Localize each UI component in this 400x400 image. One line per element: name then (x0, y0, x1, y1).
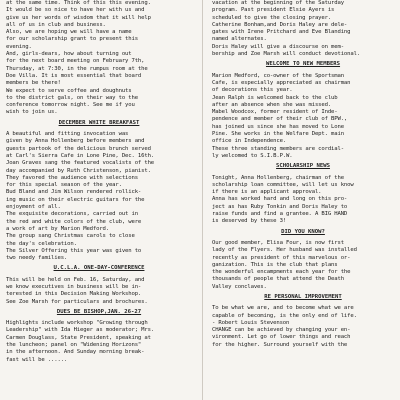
text-line: And, girls-dears, how about turning out (6, 51, 132, 58)
text-line: Marion Medford, co-owner of the Sportsman (212, 72, 344, 79)
section-heading-personal-improvement: RE PERSONAL IMPROVEMENT (264, 293, 342, 300)
text-line: for this special season of the year. (6, 182, 122, 189)
text-line: capable of becoming, is the only end of life. (212, 312, 357, 319)
text-line: is deserved by these 3! (212, 218, 287, 225)
text-line: Leadership" with Ida Hieger as moderator; Mrs. (6, 327, 155, 334)
text-line: program. Past president Elsie Ayers is (212, 7, 335, 14)
text-line: in the afternoon. And Sunday morning break- (6, 349, 145, 356)
text-line: bership and Zoe Marsh will conduct devotional. (212, 51, 361, 58)
text-line: It would be so nice to have her with us and (6, 7, 145, 14)
text-line: raise funds and find a grantee. A BIG HAND (212, 211, 348, 218)
text-line: Tonight, Anna Hollenberg, chairman of the (212, 174, 344, 181)
text-line: we know executives in business will be in- (6, 283, 142, 290)
text-line: conference tomorrow night. See me if you (6, 102, 135, 109)
section-heading-did-you-know: DID YOU KNOW? (281, 228, 325, 235)
text-line: guests partook of the delicious brunch served (6, 145, 151, 152)
text-line: Doe Villa. It is most essential that board (6, 72, 142, 79)
white-breakfast-article (6, 131, 192, 262)
text-line: if there is an applicant approval. (212, 189, 322, 196)
text-line: evening. (6, 43, 32, 50)
text-line: Cafe, is especially appreciated as chairman (212, 79, 351, 86)
intro-paragraph (6, 0, 192, 117)
text-line: Bud Bland and Jim Wilson rendered rollick- (6, 189, 142, 196)
text-line: The group sang Christmas carols to close (6, 233, 135, 240)
text-line: of decorations this year. (212, 87, 293, 94)
text-line: day accompanied by Ruth Christenson, pianist. (6, 167, 151, 174)
text-line: pendence and member of their club of BPW., (212, 116, 348, 123)
text-line: for the next board meeting on February 7th, (6, 58, 145, 65)
text-line: wish to join us. (6, 109, 58, 116)
left-column (6, 0, 192, 364)
section-heading-scholarship: SCHOLARSHIP NEWS (276, 163, 330, 170)
new-members-article (212, 73, 394, 161)
text-line: the red and white colors of the club, were (6, 218, 142, 225)
text-line: Thursday, at 7:30, in the rumpus room at the (6, 65, 148, 72)
text-line: ly welcomed to S.I.B.P.W. (212, 152, 293, 159)
text-line: Joan Graves sang the featured vocalists of the (6, 160, 155, 167)
text-line: See Zoe Marsh for particulars and brochures. (6, 298, 148, 305)
text-line: - Robert Louis Stevenson (212, 319, 290, 326)
text-line: scheduled to give the closing prayer. (212, 14, 332, 21)
column-divider (202, 0, 203, 400)
text-line: to the district gals, on their way to the (6, 94, 138, 101)
text-line: named alternates. (212, 36, 267, 43)
text-line: Jean Ralph is welcomed back to the club (212, 94, 338, 101)
text-line: CHANGE can be achieved by changing your en- (212, 327, 351, 334)
did-you-know-article (212, 240, 394, 291)
text-line: vironment. Let go of lower things and reach (212, 334, 351, 341)
section-heading-white-breakfast: DECEMBER WHITE BREAKFAST (58, 119, 140, 126)
text-line: office in Independence. (212, 138, 287, 145)
ucla-conference-article (6, 277, 192, 306)
text-line: vacation at the beginning of the Saturday (212, 0, 344, 6)
text-line: all of us in club and business. (6, 21, 106, 28)
text-line: Carmen Douglass, State President, speaking at (6, 334, 151, 341)
text-line: ject as has Ruby Tonkin and Doris Haley to (212, 203, 348, 210)
text-line: terested in this Decision Making Workshop. (6, 291, 142, 298)
text-line: for our scholarship grant to present this (6, 36, 138, 43)
personal-improvement-article (212, 305, 394, 349)
section-heading-ucla-conference: U.C.L.A. ONE-DAY-CONFERENCE (53, 265, 145, 272)
text-line: Catherine Bonham,and Doris Haley are dele- (212, 21, 348, 28)
text-line: enjoyment of all. (6, 204, 61, 211)
text-line: Valley conclaves. (212, 283, 267, 290)
text-line: given by Anna Hollenberg before members and (6, 138, 145, 145)
text-line: We expect to serve coffee and doughnuts (6, 87, 132, 94)
text-line: These three standing members are cordial- (212, 145, 344, 152)
text-line: recently as president of this marvelous or- (212, 254, 351, 261)
right-column (212, 0, 394, 349)
text-line: The exquisite decorations, carried out in (6, 211, 138, 218)
text-line: ing music on their electric guitars for the (6, 196, 145, 203)
text-line: a work of art by Marion Medford. (6, 225, 109, 232)
text-line: This will be held on Feb. 16, Saturday, and (6, 276, 145, 283)
text-line: give us her words of wisdom that it will help (6, 14, 151, 21)
section-heading-bishop: DUES BE BISHOP,JAN. 26-27 (56, 308, 142, 315)
text-line: the luncheon; panel on "Widening Horizons" (6, 342, 142, 349)
text-line: Also, we are hoping we will have a name (6, 29, 132, 36)
text-line: fast will be ...... (6, 356, 68, 363)
text-line: Pine. She works in the Welfare Dept. main (212, 131, 344, 138)
text-line: Our good member, Elisa Four, is now first (212, 239, 344, 246)
text-line: after an absence when she was missed. (212, 101, 332, 108)
text-line: lady of the Flyers. Her husband was installed (212, 247, 357, 254)
text-line: thousands of people that attend the Death (212, 276, 344, 283)
text-line: ganization. This is the club that plans (212, 261, 338, 268)
text-line: has joined us since she has moved to Lone (212, 123, 344, 130)
text-line: at the same time. Think of this this evening. (6, 0, 151, 6)
text-line: the wonderful encampments each year for the (212, 269, 351, 276)
text-line: The Silver Offering this year was given to (6, 247, 142, 254)
text-line: at Carl's Sierra Cafe in Lone Pine, Dec. 16th. (6, 152, 155, 159)
text-line: Doris Haley will give a discourse on mem- (212, 43, 344, 50)
text-line: the day's celebration. (6, 240, 77, 247)
text-line: A beautiful and fitting invocation was (6, 131, 129, 138)
text-line: Highlights include workshop "Growing through (6, 320, 148, 327)
text-line: They favored the audience with selections (6, 174, 138, 181)
bishop-article (6, 320, 192, 364)
text-line: members be there! (6, 80, 61, 87)
section-heading-new-members: WELCOME TO NEW MEMBERS (265, 61, 341, 68)
text-line: for the higher. Surround yourself with the (212, 341, 348, 348)
delegates-paragraph (212, 0, 394, 58)
text-line: two needy families. (6, 255, 68, 262)
scholarship-article (212, 175, 394, 226)
text-line: To be what we are, and to become what we are (212, 305, 354, 312)
text-line: Anna has worked hard and long on this pro- (212, 196, 348, 203)
text-line: scholarship loan committee, will let us know (212, 181, 354, 188)
text-line: gates with Irene Pritchard and Eve Blanding (212, 29, 351, 36)
text-line: Mabel Woodcox, former resident of Inde- (212, 109, 338, 116)
